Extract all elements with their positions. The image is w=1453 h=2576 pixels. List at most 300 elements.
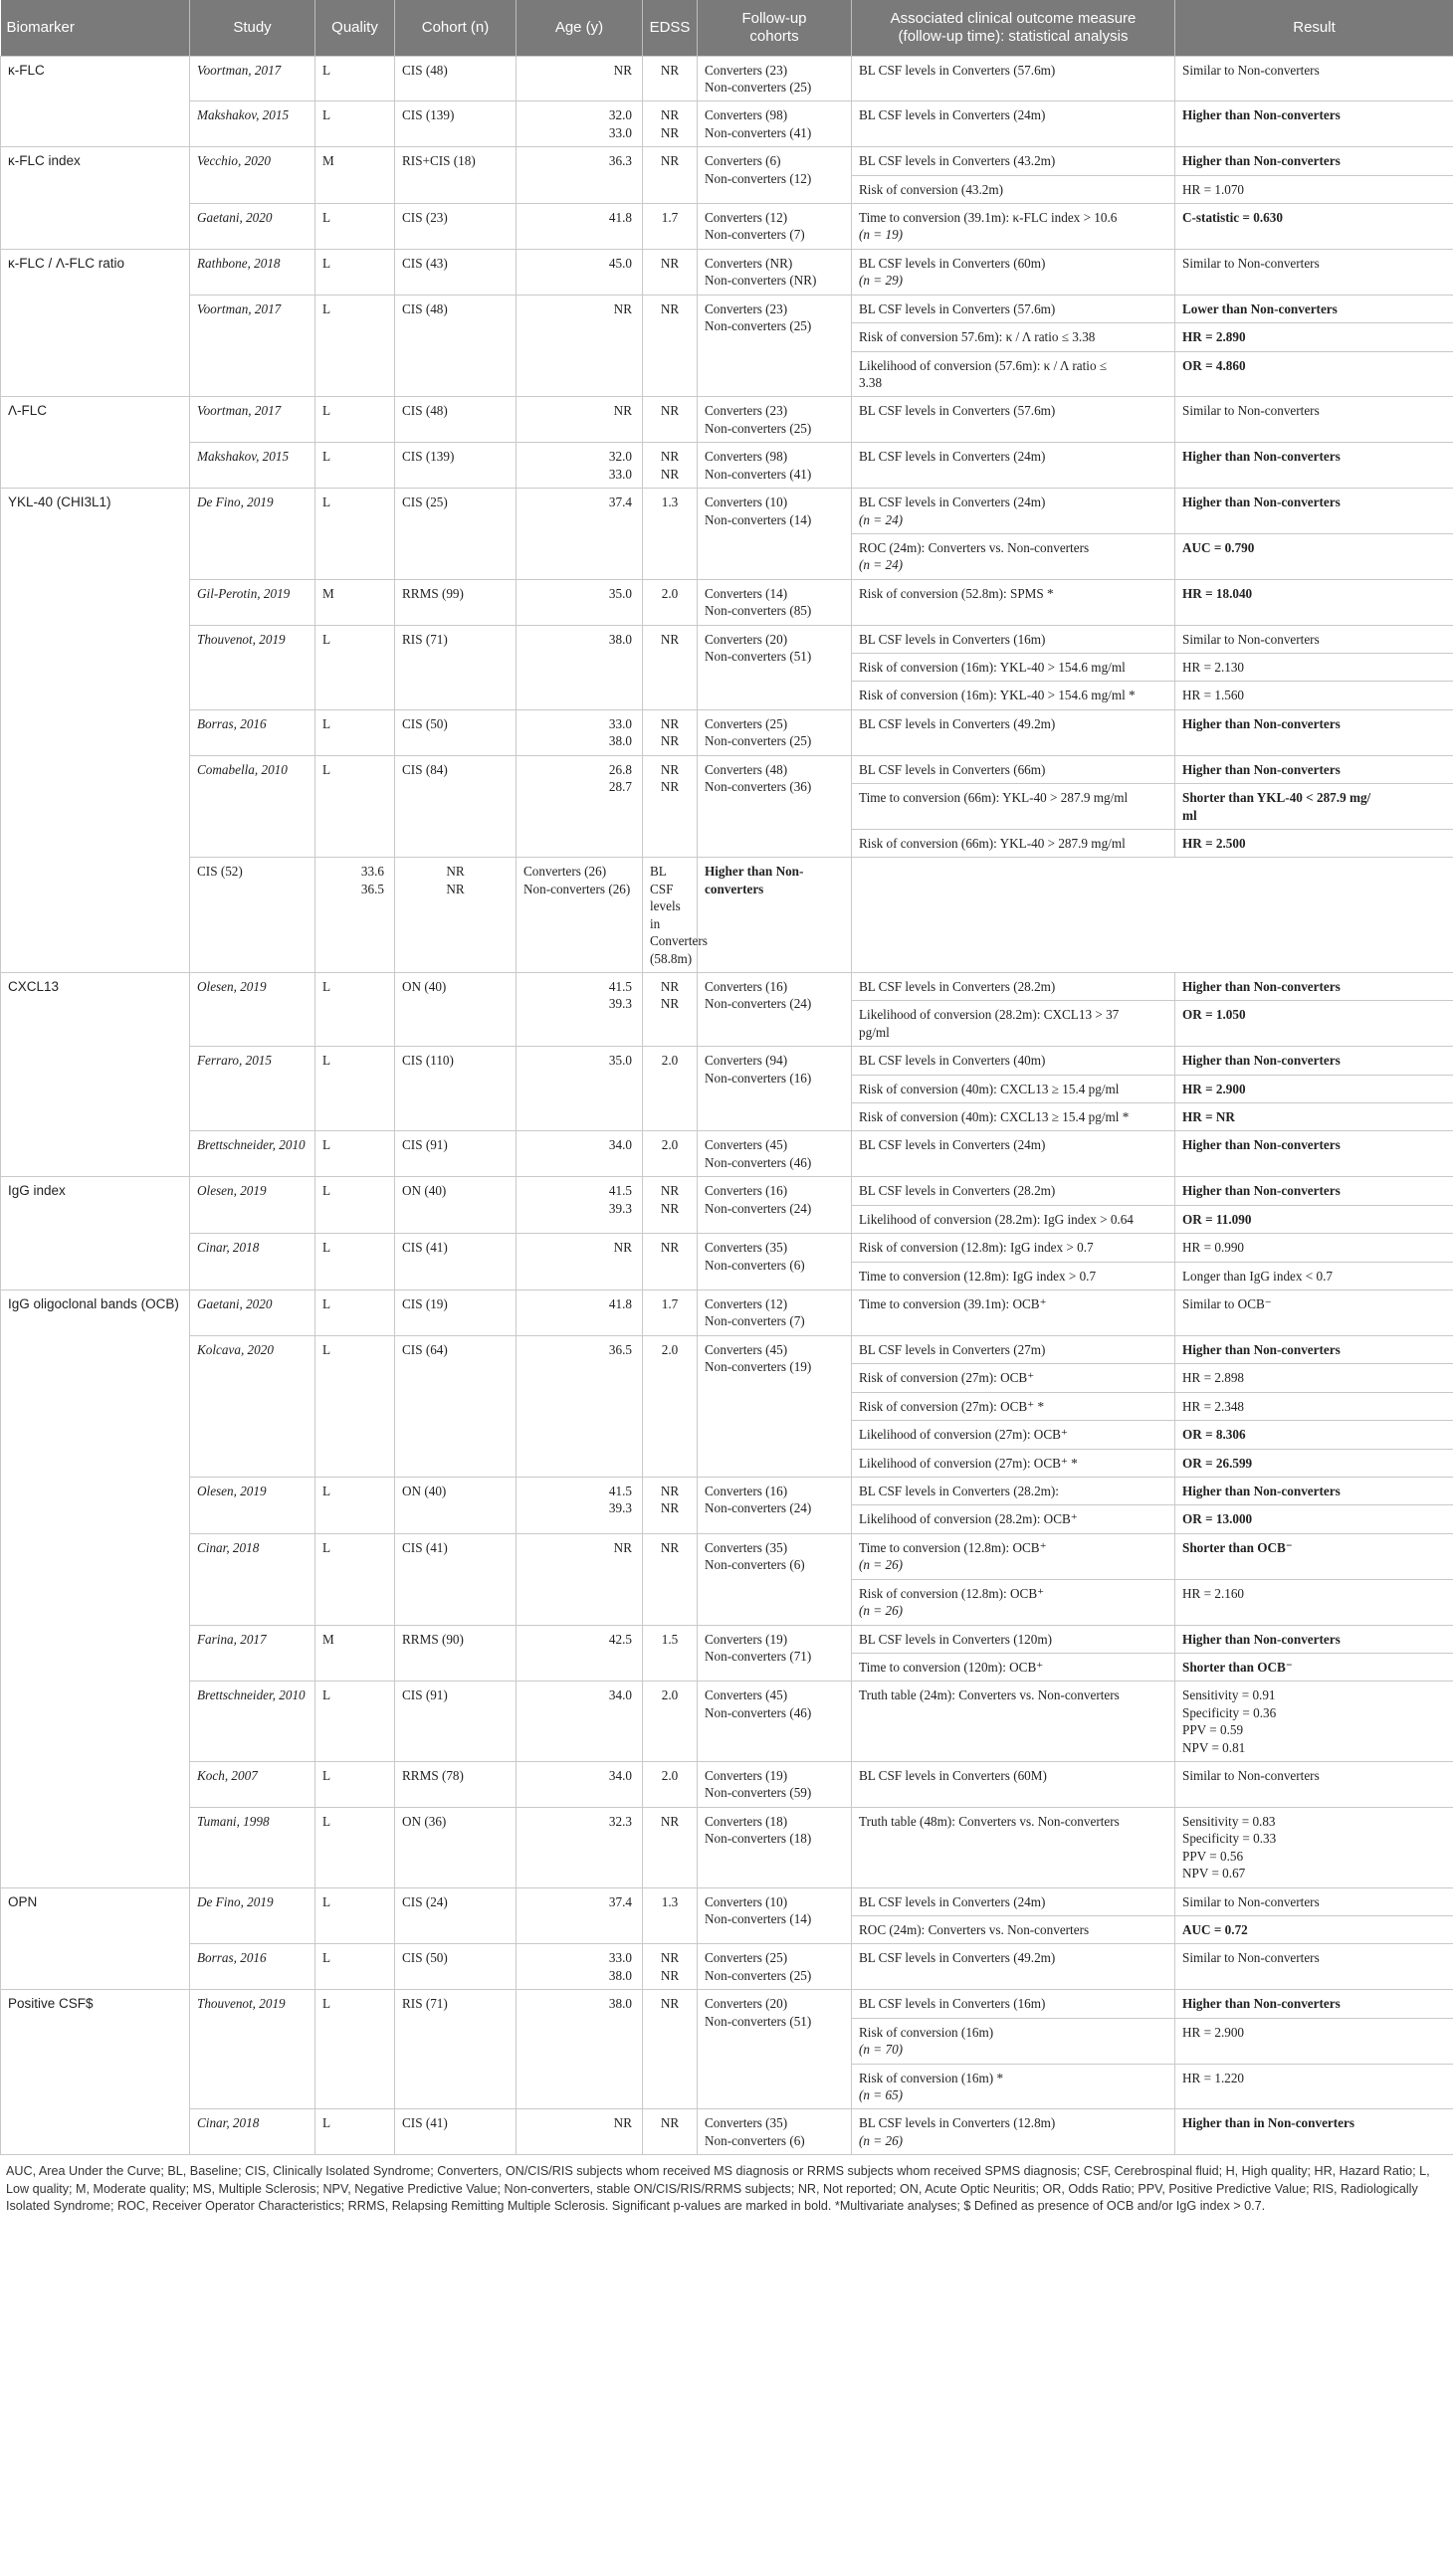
- followup-cell: [698, 1131, 852, 1177]
- age-line: 41.5: [608, 978, 632, 994]
- study-cell: Voortman, 2017: [190, 397, 315, 443]
- followup-cell: [698, 1234, 852, 1290]
- edss-cell: [643, 625, 698, 709]
- edss-cell: [643, 972, 698, 1046]
- cohort-line: CIS (64): [402, 1341, 448, 1357]
- outcome-line: Risk of conversion (16m): YKL-40 > 154.6 mg/ml: [859, 660, 1126, 676]
- result-line: Similar to Non-converters: [1182, 631, 1320, 647]
- quality-cell: L: [315, 1177, 395, 1234]
- edss-cell: [643, 489, 698, 580]
- cohort-cell: [395, 1131, 517, 1177]
- result-line: Higher than Non-converters: [1182, 1631, 1341, 1647]
- biomarker-cell: IgG index: [1, 1177, 190, 1290]
- cohort-line: ON (36): [402, 1813, 447, 1829]
- outcome-line: Risk of conversion (40m): CXCL13 ≥ 15.4 pg/ml *: [859, 1109, 1130, 1125]
- outcome-line: BL CSF levels in Converters (60M): [859, 1768, 1047, 1784]
- followup-cell: [698, 204, 852, 250]
- result-cell: [1175, 295, 1453, 322]
- study-cell: De Fino, 2019: [190, 1887, 315, 1944]
- age-cell: [517, 1177, 643, 1234]
- result-line: Higher than Non-converters: [1182, 107, 1341, 123]
- quality-cell: L: [315, 1477, 395, 1533]
- followup-line: Non-converters (18): [705, 1831, 812, 1847]
- quality-cell: L: [315, 295, 395, 397]
- edss-cell: [643, 1887, 698, 1944]
- result-line: Higher than Non-converters: [1182, 1137, 1341, 1153]
- outcome-line: Likelihood of conversion (28.2m): CXCL13 > 37: [859, 1007, 1120, 1023]
- result-cell: [1175, 533, 1453, 579]
- outcome-cell: [852, 443, 1175, 489]
- result-line: HR = 2.890: [1182, 329, 1246, 345]
- followup-line: Converters (26): [523, 864, 607, 880]
- followup-cell: [698, 579, 852, 625]
- biomarker-cell: IgG oligoclonal bands (OCB): [1, 1290, 190, 1888]
- biomarker-cell: κ-FLC: [1, 56, 190, 147]
- result-line: HR = 2.900: [1182, 1081, 1246, 1096]
- table-row: [1, 56, 1453, 101]
- cohort-cell: [395, 443, 517, 489]
- table-row: [1, 101, 1453, 147]
- result-cell: [1175, 1364, 1453, 1392]
- edss-line: NR: [446, 864, 465, 880]
- age-cell: [517, 1990, 643, 2109]
- outcome-line: Risk of conversion (40m): CXCL13 ≥ 15.4 pg/ml: [859, 1081, 1120, 1096]
- cohort-cell: [395, 625, 517, 709]
- sample-size-note: (n = 65): [859, 2086, 904, 2102]
- result-line: Shorter than YKL-40 < 287.9 mg/: [1182, 790, 1371, 806]
- cohort-line: ON (40): [402, 1183, 447, 1199]
- age-cell: [517, 1234, 643, 1290]
- age-cell: [517, 1625, 643, 1682]
- cohort-line: CIS (41): [402, 2115, 448, 2131]
- study-cell: Cinar, 2018: [190, 1533, 315, 1625]
- table-row: [1, 858, 1453, 973]
- age-line: 34.0: [608, 1687, 632, 1703]
- outcome-cell: [852, 755, 1175, 783]
- result-cell: [1175, 1075, 1453, 1102]
- age-line: 39.3: [608, 1200, 632, 1216]
- outcome-cell: [852, 204, 1175, 250]
- outcome-cell: [852, 1335, 1175, 1363]
- result-line: Higher than Non-converters: [1182, 1053, 1341, 1069]
- followup-line: Converters (25): [705, 715, 788, 731]
- result-line: Specificity = 0.33: [1182, 1831, 1277, 1847]
- header-outcome: [852, 0, 1175, 56]
- result-line: AUC = 0.72: [1182, 1921, 1248, 1937]
- edss-line: NR: [660, 255, 680, 271]
- followup-line: Non-converters (24): [705, 1200, 812, 1216]
- age-cell: [517, 1762, 643, 1808]
- cohort-cell: [395, 1807, 517, 1887]
- quality-cell: L: [315, 1234, 395, 1290]
- age-line: 33.0: [608, 1950, 632, 1966]
- followup-line: Non-converters (46): [705, 1704, 812, 1720]
- outcome-line: BL CSF levels in Converters (49.2m): [859, 1950, 1056, 1966]
- table-row: [1, 1762, 1453, 1808]
- table-row: [1, 709, 1453, 755]
- result-line: OR = 1.050: [1182, 1007, 1246, 1023]
- outcome-line: BL CSF levels in Converters (60m): [859, 255, 1046, 271]
- edss-line: NR: [660, 978, 680, 994]
- outcome-cell: [852, 1103, 1175, 1131]
- result-line: ml: [1182, 807, 1197, 823]
- result-cell: [1175, 1682, 1453, 1762]
- outcome-line: Truth table (48m): Converters vs. Non-converters: [859, 1813, 1120, 1829]
- outcome-line: BL CSF levels in Converters (24m): [859, 1893, 1046, 1909]
- age-cell: [517, 397, 643, 443]
- followup-cell: [698, 972, 852, 1046]
- age-line: 41.8: [608, 210, 632, 226]
- outcome-cell: [852, 533, 1175, 579]
- outcome-line: Risk of conversion (66m): YKL-40 > 287.9 mg/ml: [859, 836, 1126, 851]
- cohort-cell: [395, 56, 517, 101]
- edss-line: NR: [660, 631, 680, 647]
- outcome-line: Risk of conversion (16m): YKL-40 > 154.6 mg/ml *: [859, 688, 1136, 703]
- cohort-line: CIS (84): [402, 761, 448, 777]
- outcome-cell: [852, 1177, 1175, 1205]
- followup-cell: [698, 625, 852, 709]
- edss-line: NR: [660, 733, 680, 749]
- followup-line: Converters (23): [705, 300, 788, 316]
- table-row: [1, 1335, 1453, 1363]
- result-cell: [1175, 1001, 1453, 1047]
- table-row: [1, 1131, 1453, 1177]
- header-followup-line1: Follow-up: [741, 9, 807, 27]
- result-cell: [1175, 1887, 1453, 1915]
- age-line: 39.3: [608, 996, 632, 1012]
- study-cell: Olesen, 2019: [190, 1177, 315, 1234]
- outcome-cell: [852, 1290, 1175, 1336]
- result-line: Sensitivity = 0.83: [1182, 1813, 1276, 1829]
- cohort-line: CIS (41): [402, 1539, 448, 1555]
- outcome-line: Risk of conversion 57.6m): κ / Λ ratio ≤ 3.38: [859, 329, 1096, 345]
- result-line: NPV = 0.67: [1182, 1866, 1246, 1882]
- edss-cell: [643, 1990, 698, 2109]
- quality-cell: L: [315, 204, 395, 250]
- outcome-line: Risk of conversion (43.2m): [859, 181, 1004, 197]
- quality-cell: L: [315, 1131, 395, 1177]
- outcome-cell: [852, 1131, 1175, 1177]
- edss-line: 2.0: [661, 1137, 679, 1153]
- study-cell: Makshakov, 2015: [190, 101, 315, 147]
- age-line: 34.0: [608, 1137, 632, 1153]
- result-line: Higher than Non-converters: [1182, 153, 1341, 169]
- followup-cell: [698, 709, 852, 755]
- age-line: 34.0: [608, 1768, 632, 1784]
- age-cell: [517, 56, 643, 101]
- cohort-cell: [395, 397, 517, 443]
- followup-cell: [698, 1477, 852, 1533]
- study-cell: Borras, 2016: [190, 709, 315, 755]
- study-cell: Gaetani, 2020: [190, 1290, 315, 1336]
- edss-line: NR: [660, 62, 680, 78]
- followup-line: Non-converters (71): [705, 1648, 812, 1664]
- followup-cell: [698, 1990, 852, 2109]
- result-line: HR = 2.900: [1182, 2024, 1245, 2040]
- outcome-line: BL CSF levels in Converters (40m): [859, 1053, 1046, 1069]
- study-cell: Brettschneider, 2010: [190, 1131, 315, 1177]
- outcome-line: BL CSF levels in Converters (28.2m): [859, 978, 1056, 994]
- edss-cell: [643, 295, 698, 397]
- result-cell: [1175, 1477, 1453, 1504]
- outcome-line: BL CSF levels in Converters (12.8m): [859, 2115, 1056, 2131]
- age-cell: [517, 1335, 643, 1477]
- cohort-line: ON (40): [402, 1483, 447, 1498]
- result-cell: [1175, 755, 1453, 783]
- outcome-cell: [852, 1653, 1175, 1681]
- edss-line: NR: [660, 153, 680, 169]
- age-line: 37.4: [608, 1893, 632, 1909]
- outcome-line: BL CSF levels in Converters (28.2m):: [859, 1483, 1059, 1498]
- edss-line: 1.7: [661, 210, 679, 226]
- outcome-line: Time to conversion (12.8m): OCB⁺: [859, 1539, 1047, 1555]
- header-biomarker: Biomarker: [1, 0, 190, 56]
- cohort-line: CIS (50): [402, 1950, 448, 1966]
- result-cell: [1175, 2109, 1453, 2155]
- edss-line: NR: [660, 107, 680, 123]
- result-cell: [698, 858, 852, 973]
- age-line: 45.0: [608, 255, 632, 271]
- result-line: Specificity = 0.36: [1182, 1704, 1277, 1720]
- age-line: 42.5: [608, 1631, 632, 1647]
- followup-line: Non-converters (25): [705, 79, 812, 95]
- quality-cell: L: [315, 1762, 395, 1808]
- table-footnote: AUC, Area Under the Curve; BL, Baseline; CIS, Clinically Isolated Syndrome; Converters, ON/CIS/RIS subjects whom received MS diagnosis or RRMS subjects whom received SPMS diagnosis; CSF, Cerebrospinal fluid; H, High quality; HR, Hazard Ratio; L, Low quality; M, Moderate quality; MS, Multiple Sclerosis; NPV, Negative Predictive Value; Non-converters, stable ON/CIS/RIS/RRMS subjects; NR, Not reported; ON, Acute Optic Neuritis; OR, Odds Ratio; PPV, Positive Predictive Value; RIS, Radiologically Isolated Syndrome; ROC, Receiver Operator Characteristics; RRMS, Relapsing Remitting Multiple Sclerosis. Significant p-values are marked in bold. *Multivariate analyses; $ Defined as presence of OCB and/or IgG index > 0.7.: [6, 2164, 1430, 2214]
- cohort-cell: [395, 1335, 517, 1477]
- result-line: HR = 2.130: [1182, 660, 1245, 676]
- edss-cell: [643, 1290, 698, 1336]
- age-cell: [517, 1477, 643, 1533]
- outcome-line: Time to conversion (120m): OCB⁺: [859, 1659, 1044, 1675]
- cohort-cell: [395, 755, 517, 858]
- result-line: Similar to OCB⁻: [1182, 1296, 1272, 1312]
- followup-line: Converters (16): [705, 1183, 788, 1199]
- age-line: 38.0: [608, 1967, 632, 1983]
- result-line: HR = 0.990: [1182, 1240, 1245, 1256]
- result-cell: [1175, 972, 1453, 1000]
- outcome-cell: [852, 1364, 1175, 1392]
- cohort-line: RRMS (78): [402, 1768, 464, 1784]
- outcome-line: BL CSF levels in Converters (16m): [859, 631, 1046, 647]
- result-cell: [1175, 1205, 1453, 1233]
- outcome-cell: [852, 1505, 1175, 1533]
- outcome-cell: [852, 625, 1175, 653]
- quality-cell: L: [315, 709, 395, 755]
- age-line: 36.3: [608, 153, 632, 169]
- outcome-cell: [852, 2109, 1175, 2155]
- result-cell: [1175, 709, 1453, 755]
- quality-cell: L: [315, 397, 395, 443]
- cohort-line: CIS (48): [402, 300, 448, 316]
- edss-line: NR: [660, 1996, 680, 2012]
- age-line: 33.0: [608, 466, 632, 482]
- result-cell: [1175, 1103, 1453, 1131]
- edss-line: 2.0: [661, 585, 679, 601]
- outcome-line: Risk of conversion (12.8m): OCB⁺: [859, 1585, 1045, 1601]
- followup-cell: [698, 56, 852, 101]
- edss-line: NR: [660, 715, 680, 731]
- age-line: 32.3: [608, 1813, 632, 1829]
- cohort-line: CIS (23): [402, 210, 448, 226]
- result-cell: [1175, 443, 1453, 489]
- outcome-line: pg/ml: [859, 1024, 890, 1040]
- followup-line: Converters (12): [705, 210, 788, 226]
- cohort-line: CIS (41): [402, 1240, 448, 1256]
- study-cell: Gaetani, 2020: [190, 204, 315, 250]
- result-cell: [1175, 1421, 1453, 1449]
- study-cell: Voortman, 2017: [190, 295, 315, 397]
- result-cell: [1175, 204, 1453, 250]
- header-age: Age (y): [517, 0, 643, 56]
- biomarker-cell: OPN: [1, 1887, 190, 1990]
- age-cell: [517, 443, 643, 489]
- cohort-cell: [395, 204, 517, 250]
- header-row: [1, 0, 1453, 56]
- result-line: Similar to Non-converters: [1182, 1893, 1320, 1909]
- table-row: [1, 1047, 1453, 1075]
- result-cell: [1175, 1290, 1453, 1336]
- table-row: [1, 397, 1453, 443]
- result-line: OR = 11.090: [1182, 1211, 1252, 1227]
- outcome-line: Likelihood of conversion (57.6m): κ / Λ ratio ≤: [859, 357, 1108, 373]
- table-row: [1, 755, 1453, 783]
- study-cell: Voortman, 2017: [190, 56, 315, 101]
- followup-cell: [517, 858, 643, 973]
- age-cell: [517, 579, 643, 625]
- outcome-cell: [852, 1477, 1175, 1504]
- cohort-line: CIS (19): [402, 1296, 448, 1312]
- result-cell: [1175, 1533, 1453, 1579]
- age-cell: [517, 204, 643, 250]
- outcome-cell: [852, 175, 1175, 203]
- outcome-cell: [852, 1625, 1175, 1653]
- table-row: [1, 1990, 1453, 2018]
- biomarker-cell: CXCL13: [1, 972, 190, 1176]
- study-cell: Thouvenot, 2019: [190, 625, 315, 709]
- edss-line: NR: [660, 1200, 680, 1216]
- outcome-cell: [852, 1234, 1175, 1262]
- followup-line: Converters (19): [705, 1631, 788, 1647]
- outcome-line: Time to conversion (39.1m): OCB⁺: [859, 1296, 1047, 1312]
- age-line: NR: [613, 2115, 632, 2131]
- result-line: Higher than Non-converters: [1182, 1183, 1341, 1199]
- age-cell: [517, 101, 643, 147]
- followup-cell: [698, 2109, 852, 2155]
- followup-line: Non-converters (25): [705, 733, 812, 749]
- followup-cell: [698, 443, 852, 489]
- study-cell: Brettschneider, 2010: [190, 1682, 315, 1762]
- sample-size-note: (n = 26): [859, 2132, 904, 2148]
- study-cell: De Fino, 2019: [190, 489, 315, 580]
- age-cell: [517, 625, 643, 709]
- age-line: 41.5: [608, 1183, 632, 1199]
- result-cell: [1175, 1262, 1453, 1289]
- table-row: [1, 1290, 1453, 1336]
- result-cell: [1175, 579, 1453, 625]
- followup-cell: [698, 1887, 852, 1944]
- study-cell: Olesen, 2019: [190, 1477, 315, 1533]
- edss-cell: [643, 1177, 698, 1234]
- cohort-line: RRMS (99): [402, 585, 464, 601]
- study-cell: Ferraro, 2015: [190, 1047, 315, 1131]
- table-row: [1, 2109, 1453, 2155]
- outcome-line: BL CSF levels in Converters (16m): [859, 1996, 1046, 2012]
- quality-cell: L: [315, 56, 395, 101]
- quality-cell: L: [315, 1682, 395, 1762]
- outcome-line: BL CSF levels in Converters (57.6m): [859, 62, 1056, 78]
- edss-cell: [643, 1234, 698, 1290]
- result-cell: [1175, 1177, 1453, 1205]
- cohort-cell: [395, 1990, 517, 2109]
- followup-line: Converters (23): [705, 403, 788, 419]
- followup-cell: [698, 147, 852, 204]
- cohort-line: CIS (48): [402, 62, 448, 78]
- cohort-line: CIS (48): [402, 403, 448, 419]
- header-result: Result: [1175, 0, 1453, 56]
- followup-cell: [698, 249, 852, 295]
- followup-cell: [698, 101, 852, 147]
- result-cell: [1175, 1392, 1453, 1420]
- result-cell: [1175, 1625, 1453, 1653]
- followup-line: Converters (20): [705, 631, 788, 647]
- result-cell: [1175, 1234, 1453, 1262]
- cohort-line: ON (40): [402, 978, 447, 994]
- result-line: Higher than Non-converters: [705, 864, 804, 896]
- age-line: 33.0: [608, 715, 632, 731]
- result-cell: [1175, 682, 1453, 709]
- result-line: Similar to Non-converters: [1182, 1768, 1320, 1784]
- result-cell: [1175, 1807, 1453, 1887]
- result-cell: [1175, 249, 1453, 295]
- table-row: [1, 972, 1453, 1000]
- edss-line: NR: [660, 779, 680, 795]
- outcome-cell: [852, 249, 1175, 295]
- edss-cell: [643, 56, 698, 101]
- result-line: Similar to Non-converters: [1182, 255, 1320, 271]
- quality-cell: M: [315, 579, 395, 625]
- followup-line: Non-converters (19): [705, 1359, 812, 1375]
- outcome-line: Time to conversion (66m): YKL-40 > 287.9 mg/ml: [859, 790, 1129, 806]
- followup-cell: [698, 1807, 852, 1887]
- result-line: Longer than IgG index < 0.7: [1182, 1268, 1333, 1284]
- result-line: Higher than in Non-converters: [1182, 2115, 1355, 2131]
- followup-line: Converters (35): [705, 1539, 788, 1555]
- followup-cell: [698, 295, 852, 397]
- followup-line: Converters (10): [705, 1893, 788, 1909]
- sample-size-note: (n = 29): [859, 273, 904, 289]
- cohort-line: CIS (91): [402, 1137, 448, 1153]
- edss-cell: [643, 1047, 698, 1131]
- outcome-cell: [852, 579, 1175, 625]
- edss-cell: [643, 1131, 698, 1177]
- followup-cell: [698, 1335, 852, 1477]
- outcome-line: Risk of conversion (16m) *: [859, 2070, 1004, 2085]
- table-row: [1, 1944, 1453, 1990]
- quality-cell: L: [315, 1533, 395, 1625]
- study-cell: Gil-Perotin, 2019: [190, 579, 315, 625]
- outcome-line: BL CSF levels in Converters (57.6m): [859, 403, 1056, 419]
- edss-line: NR: [660, 124, 680, 140]
- result-cell: [1175, 1505, 1453, 1533]
- result-cell: [1175, 147, 1453, 175]
- age-line: 39.3: [608, 1500, 632, 1516]
- age-line: 37.4: [608, 495, 632, 510]
- age-line: 35.0: [608, 585, 632, 601]
- quality-cell: L: [315, 1990, 395, 2109]
- quality-cell: L: [315, 249, 395, 295]
- edss-cell: [643, 709, 698, 755]
- followup-cell: [698, 1177, 852, 1234]
